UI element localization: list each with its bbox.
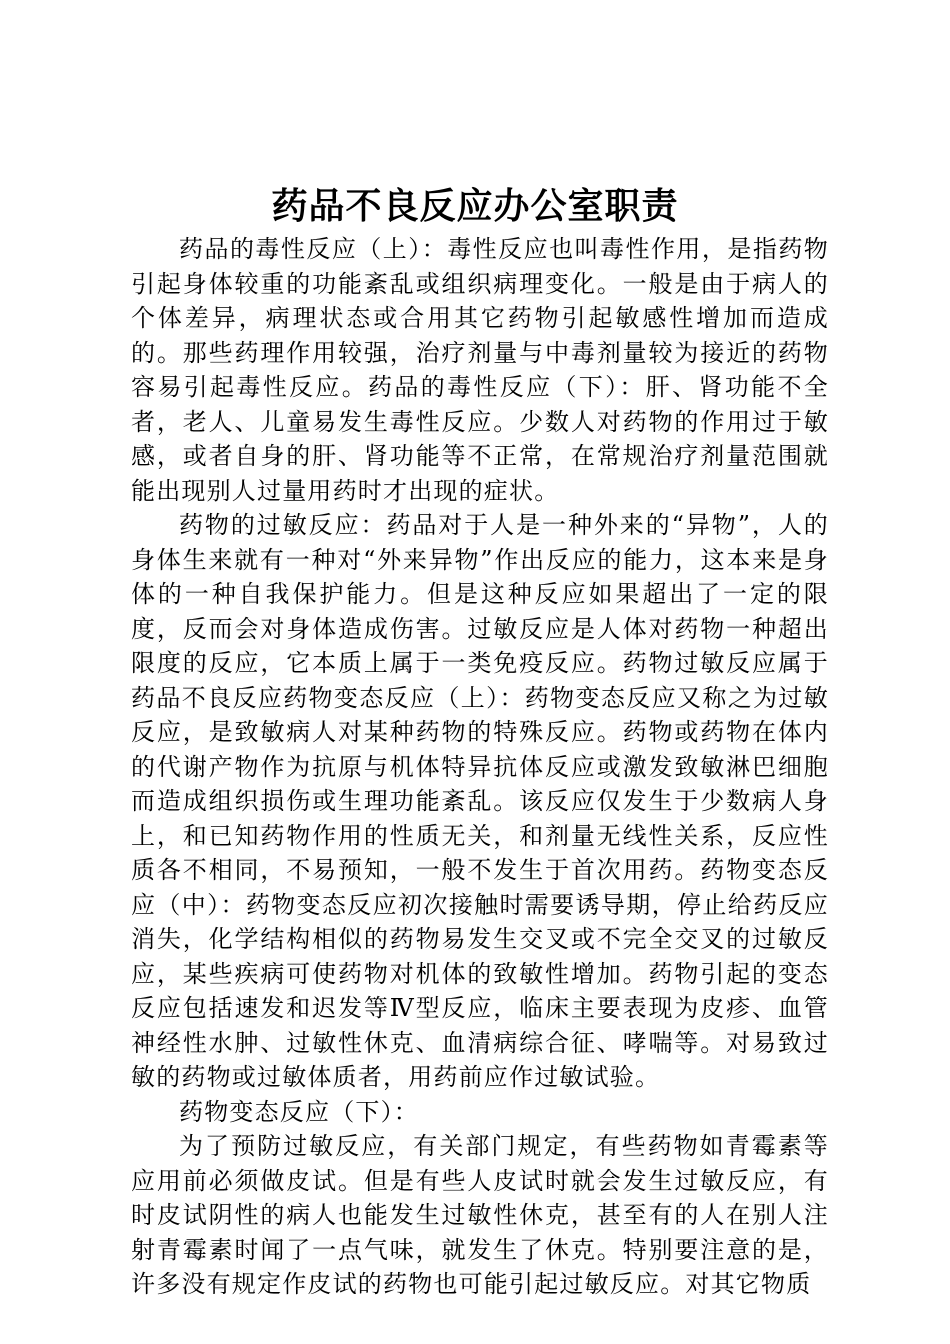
document-title: 药品不良反应办公室职责 [271, 186, 679, 227]
paragraph-toxic-reaction: 药品的毒性反应（上）：毒性反应也叫毒性作用，是指药物引起身体较重的功能紊乱或组织病理变化。一般是由于病人的个体差异，病理状态或合用其它药物引起敏感性增加而造成的。那些药理作用较强，治疗剂量与中毒剂量较为接近的药物容易引起毒性反应。药品的毒性反应（下）：肝、肾功能不全者，老人、儿童易发生毒性反应。少数人对药物的作用过于敏感，或者自身的肝、肾功能等不正常，在常规治疗剂量范围就能出现别人过量用药时才出现的症状。 [131, 235, 829, 505]
document-body [131, 232, 829, 1302]
paragraph-allergy-heading-lower: 药物变态反应（下）： [179, 1097, 419, 1126]
paragraph-allergic-reaction: 药物的过敏反应：药品对于人是一种外来的“异物”，人的身体生来就有一种对“外来异物”作出反应的能力，这本来是身体的一种自我保护能力。但是这种反应如果超出了一定的限度，反而会对身体造成伤害。过敏反应是人体对药物一种超出限度的反应，它本质上属于一类免疫反应。药物过敏反应属于药品不良反应药物变态反应（上）：药物变态反应又称之为过敏反应，是致敏病人对某种药物的特殊反应。药物或药物在体内的代谢产物作为抗原与机体特异抗体反应或激发致敏淋巴细胞而造成组织损伤或生理功能紊乱。该反应仅发生于少数病人身上，和已知药物作用的性质无关，和剂量无线性关系，反应性质各不相同，不易预知，一般不发生于首次用药。药物变态反应（中）：药物变态反应初次接触时需要诱导期，停止给药反应消失，化学结构相似的药物易发生交叉或不完全交叉的过敏反应，某些疾病可使药物对机体的致敏性增加。药物引起的变态反应包括速发和迟发等Ⅳ型反应，临床主要表现为皮疹、血管神经性水肿、过敏性休克、血清病综合征、哮喘等。对易致过敏的药物或过敏体质者，用药前应作过敏试验。 [131, 511, 829, 1091]
paragraph-skin-test: 为了预防过敏反应，有关部门规定，有些药物如青霉素等应用前必须做皮试。但是有些人皮试时就会发生过敏反应，有时皮试阴性的病人也能发生过敏性休克，甚至有的人在别人注射青霉素时闻了一点气味，就发生了休克。特别要注意的是，许多没有规定作皮试的药物也可能引起过敏反应。对其它物质 [131, 1132, 829, 1298]
